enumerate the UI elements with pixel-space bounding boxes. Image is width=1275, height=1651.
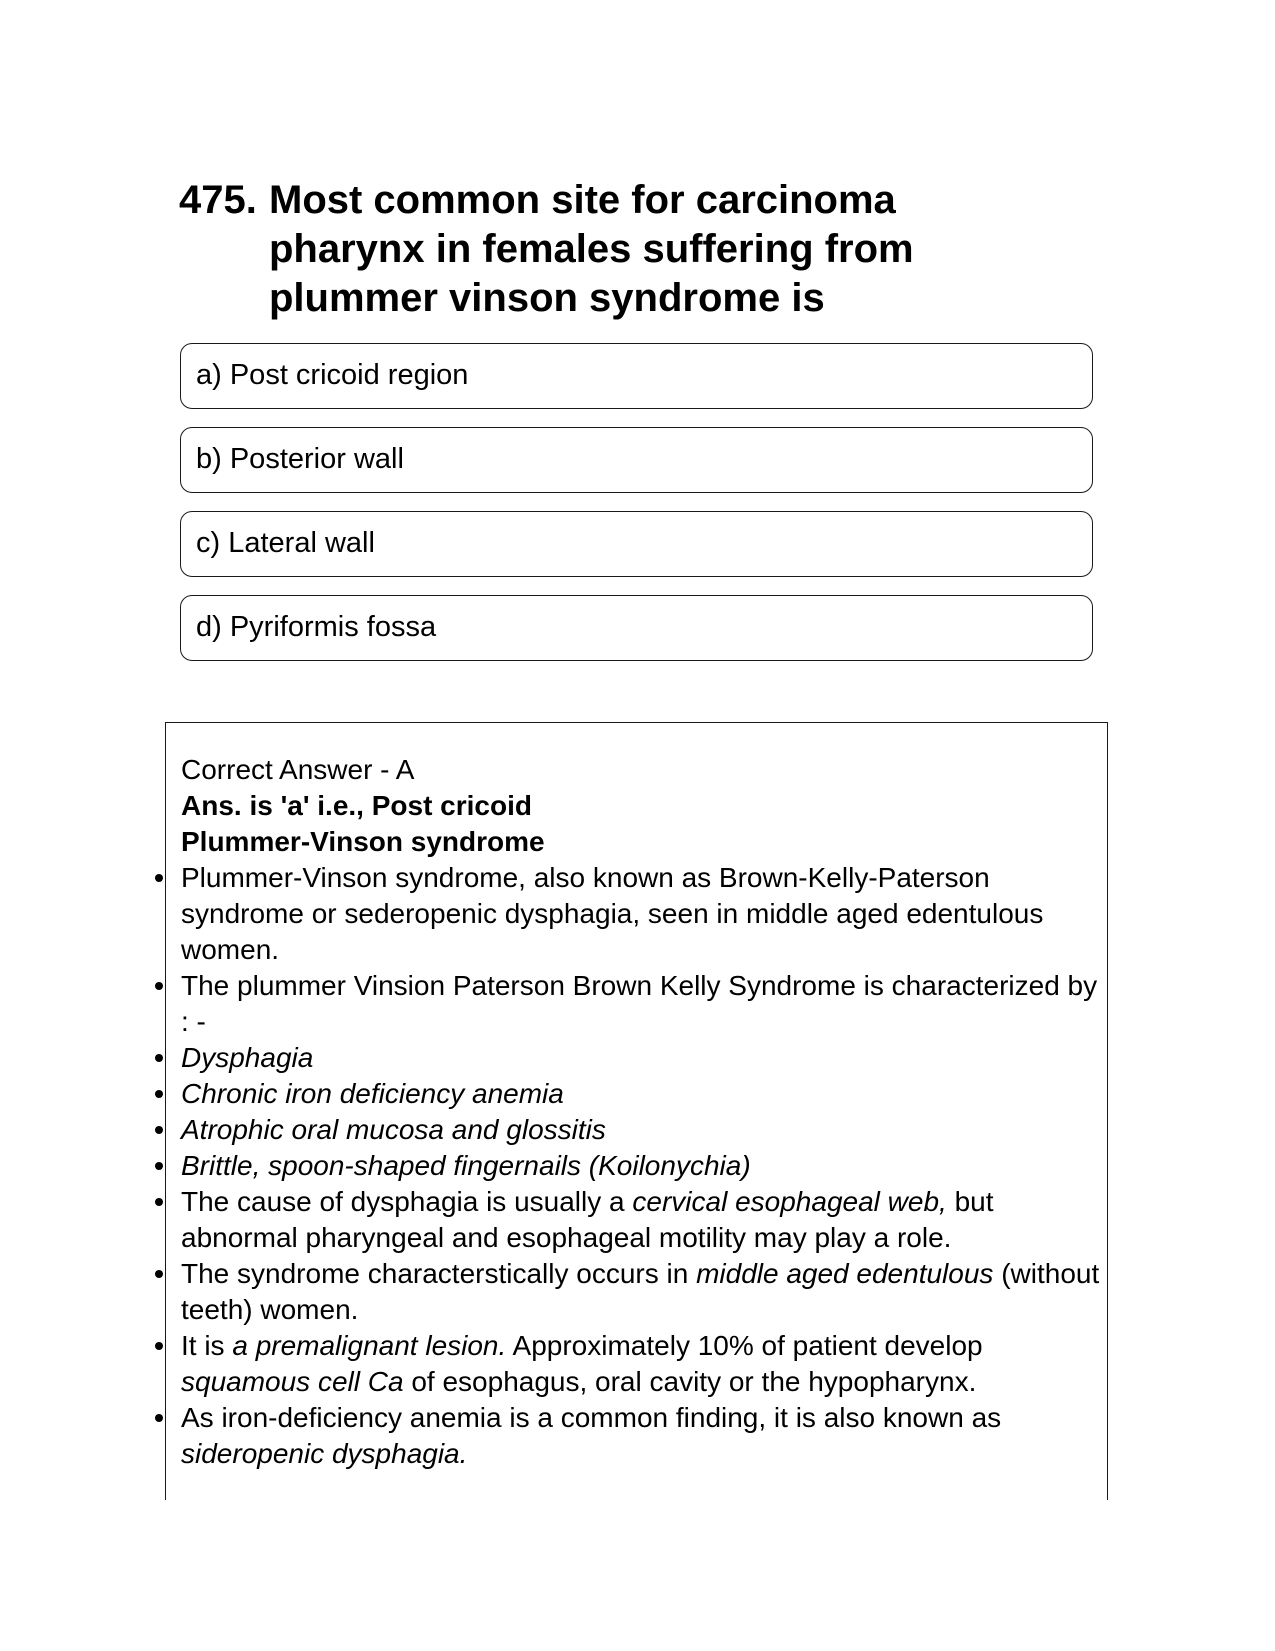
item-text: but abnormal pharyngeal and esophageal motility may play a role. (181, 1186, 994, 1253)
explanation-heading: Plummer-Vinson syndrome (181, 826, 545, 857)
list-item (181, 1256, 1101, 1328)
item-text-italic: middle aged edentulous (696, 1258, 994, 1289)
list-item (181, 1112, 1101, 1148)
item-text: Plummer-Vinson syndrome, also known as Brown-Kelly-Paterson syndrome or sederopenic dysphagia, seen in middle aged edentulous women. (181, 862, 1044, 965)
item-text: The plummer Vinsion Paterson Brown Kelly Syndrome is characterized by : - (181, 970, 1098, 1037)
item-text: The cause of dysphagia is usually a (181, 1186, 633, 1217)
item-text: Dysphagia (181, 1042, 314, 1073)
item-text: Approximately 10% of patient develop (506, 1330, 983, 1361)
list-item (181, 1328, 1101, 1400)
question-number: 475. (179, 178, 257, 222)
list-item (181, 1148, 1101, 1184)
option-d[interactable]: d) Pyriformis fossa (180, 595, 1093, 661)
item-text-italic: squamous cell Ca (181, 1366, 404, 1397)
item-text: As iron-deficiency anemia is a common finding, it is also known as (181, 1402, 1002, 1433)
option-b[interactable]: b) Posterior wall (180, 427, 1093, 493)
question-heading (179, 176, 1079, 323)
question-text: Most common site for carcinoma pharynx in females suffering from plummer vinson syndrome is (269, 178, 914, 320)
item-text: of esophagus, oral cavity or the hypopharynx. (403, 1366, 977, 1397)
list-item (181, 1040, 1101, 1076)
item-text-italic: cervical esophageal web, (632, 1186, 947, 1217)
answer-line: Ans. is 'a' i.e., Post cricoid (181, 790, 532, 821)
answer-explanation (181, 752, 1101, 1472)
option-a[interactable]: a) Post cricoid region (180, 343, 1093, 409)
item-text-italic: a premalignant lesion. (232, 1330, 507, 1361)
correct-answer: Correct Answer - A (181, 754, 415, 785)
list-item (181, 1076, 1101, 1112)
item-text: The syndrome characterstically occurs in (181, 1258, 697, 1289)
list-item (181, 860, 1101, 968)
item-text: Chronic iron deficiency anemia (181, 1078, 564, 1109)
item-text-italic: sideropenic dysphagia. (181, 1438, 468, 1469)
list-item (181, 1184, 1101, 1256)
item-text: Brittle, spoon-shaped fingernails (Koilonychia) (181, 1150, 751, 1181)
item-text: It is (181, 1330, 233, 1361)
option-c[interactable]: c) Lateral wall (180, 511, 1093, 577)
list-item (181, 1400, 1101, 1472)
item-text: Atrophic oral mucosa and glossitis (181, 1114, 606, 1145)
item-text: (without teeth) women. (181, 1258, 1100, 1325)
explanation-list (181, 860, 1101, 1472)
list-item (181, 968, 1101, 1040)
